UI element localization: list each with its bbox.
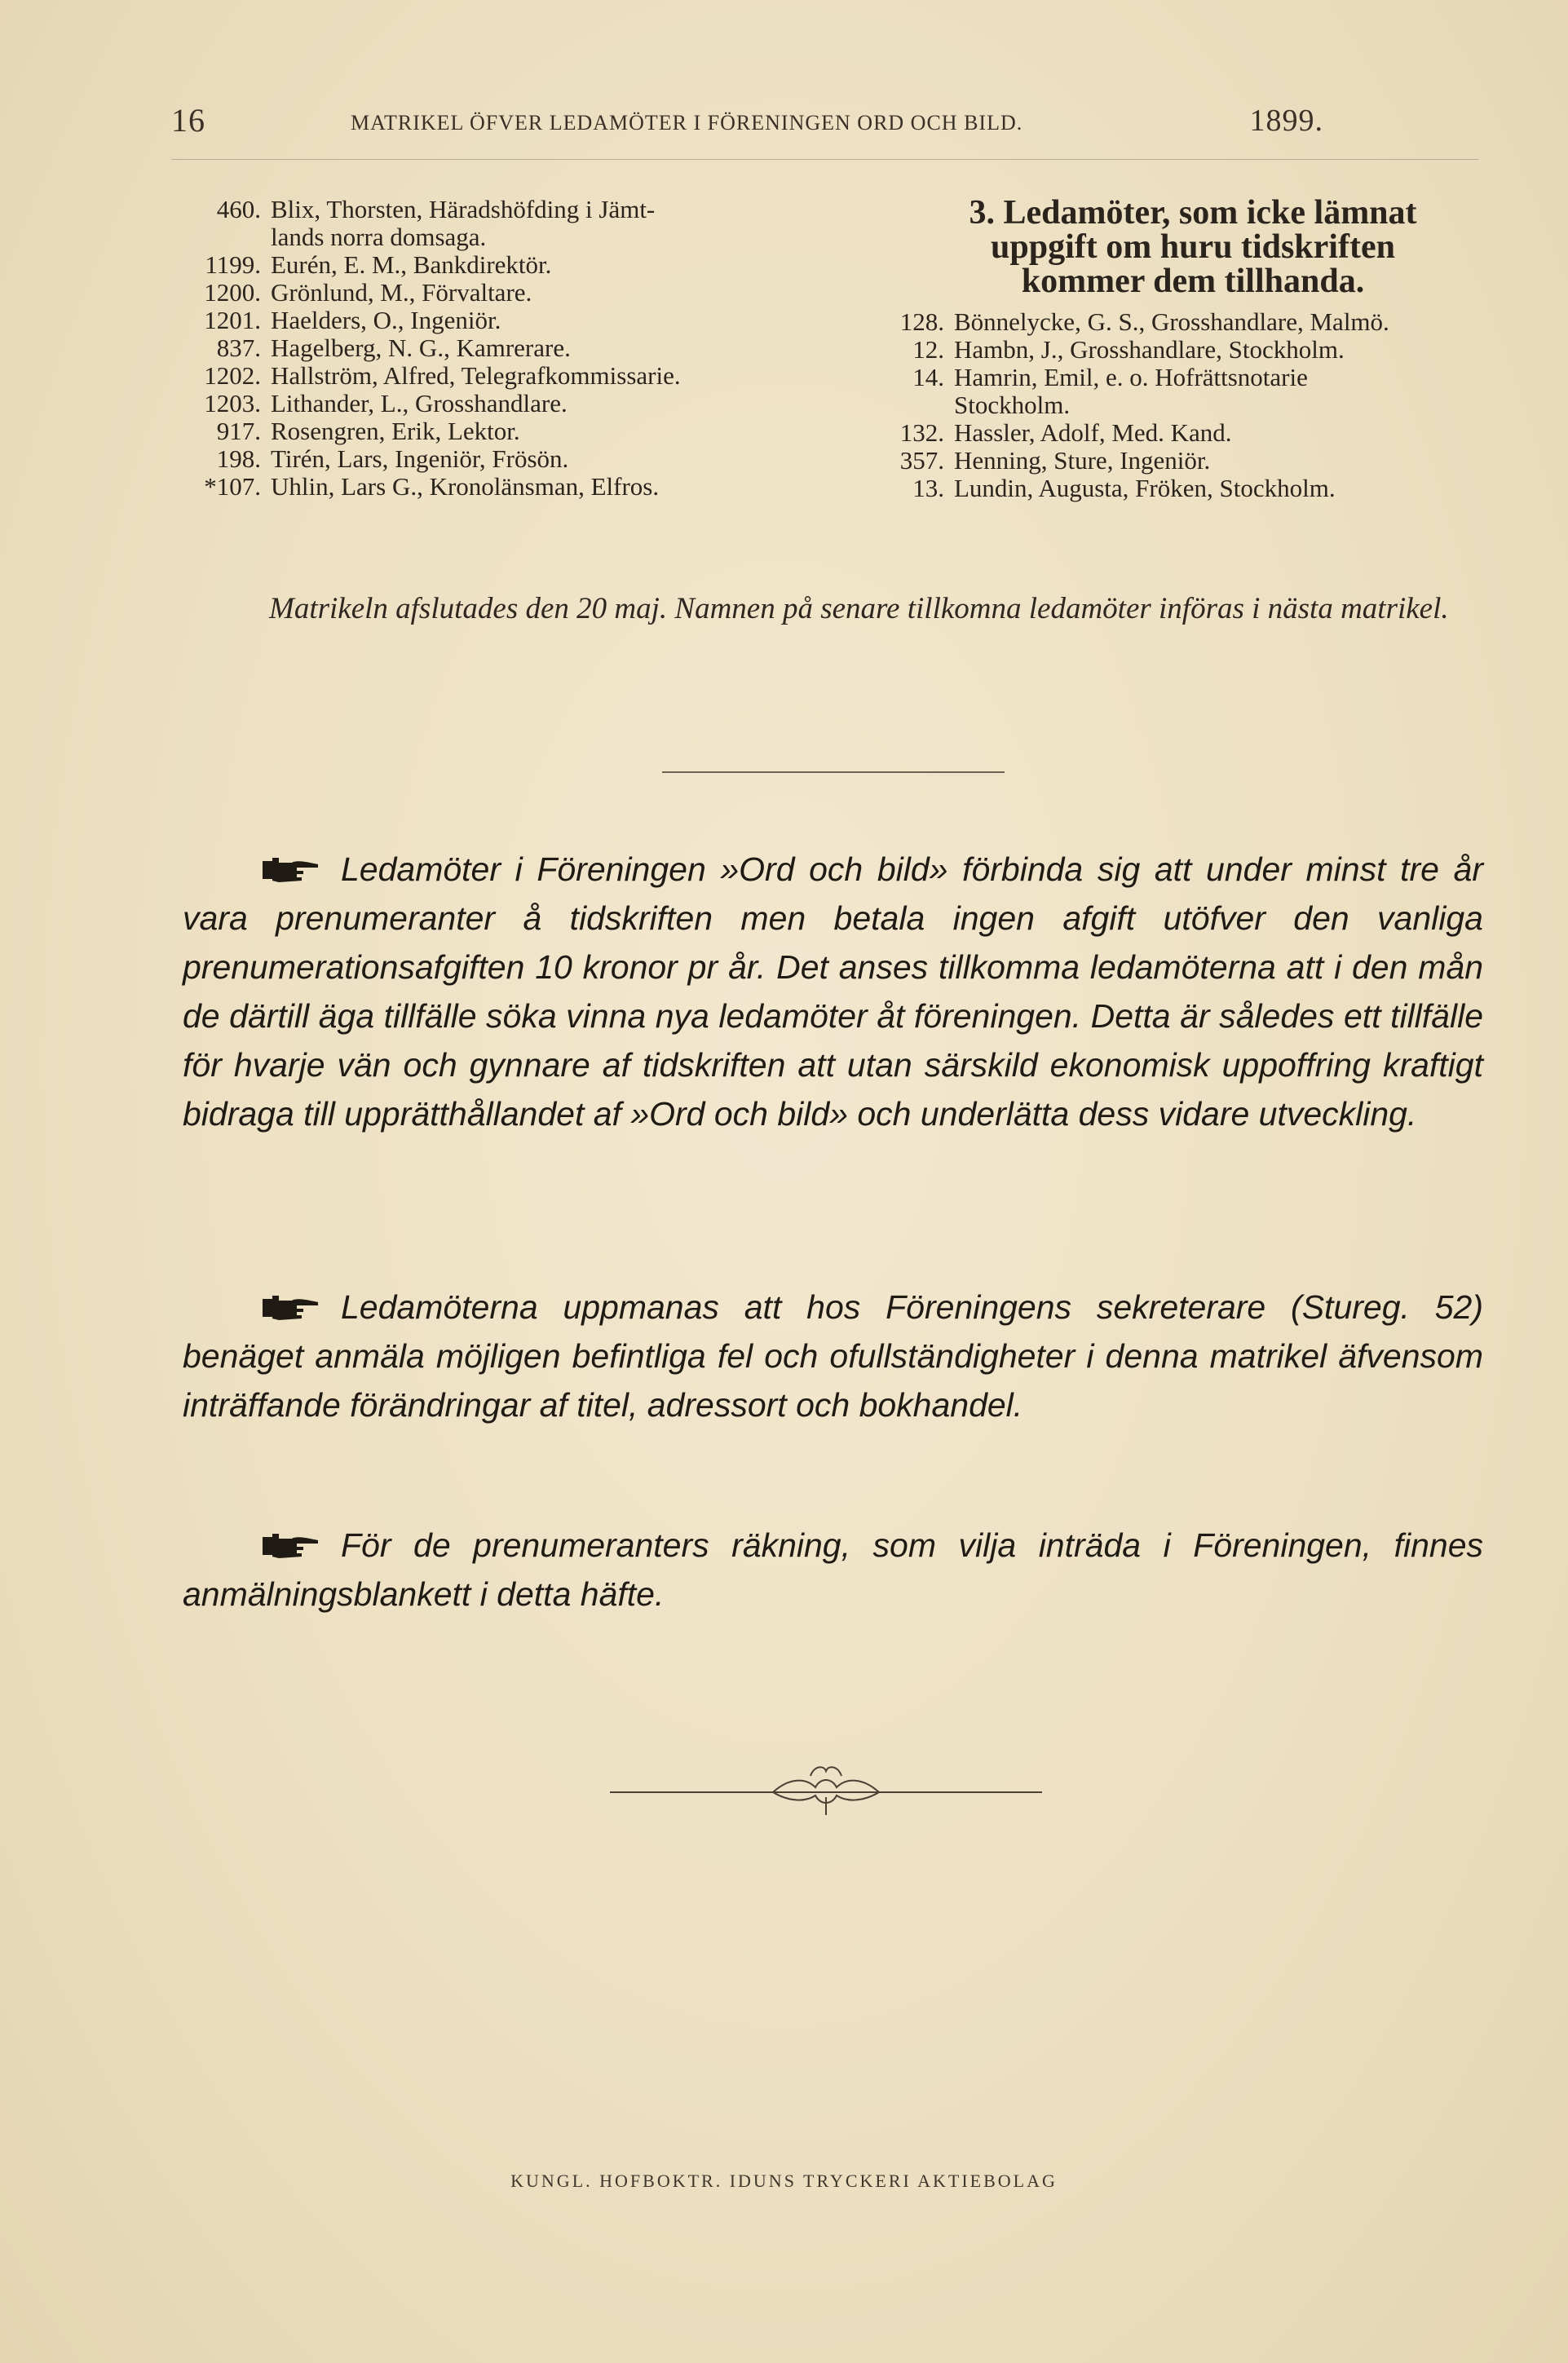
notice-paragraph: För de prenumeranters räkning, som vilja inträda i Föreningen, finnes anmälningsblankett i detta häfte. bbox=[183, 1526, 1483, 1613]
list-item: 1202. Hallström, Alfred, Telegrafkommissarie. bbox=[204, 361, 681, 390]
header-title: MATRIKEL ÖFVER LEDAMÖTER I FÖRENINGEN ORD OCH BILD. bbox=[351, 111, 1023, 135]
list-item: 12. Hambn, J., Grosshandlare, Stockholm. bbox=[912, 335, 1345, 364]
pointing-hand-icon bbox=[261, 1294, 320, 1322]
list-item-continuation: lands norra domsaga. bbox=[271, 223, 487, 251]
running-header bbox=[171, 102, 1323, 145]
list-item: 357. Henning, Sture, Ingeniör. bbox=[899, 446, 1211, 475]
list-item: 1203. Lithander, L., Grosshandlare. bbox=[204, 389, 568, 417]
list-item: 14. Hamrin, Emil, e. o. Hofrättsnotarie bbox=[912, 363, 1308, 391]
list-item: 1200. Grönlund, M., Förvaltare. bbox=[204, 278, 532, 307]
list-item: 1201. Haelders, O., Ingeniör. bbox=[204, 306, 501, 334]
pointing-hand-icon bbox=[261, 1532, 320, 1560]
ornament-divider bbox=[610, 1753, 1042, 1826]
notice-paragraph: Ledamöterna uppmanas att hos Föreningens sekreterare (Stureg. 52) benäget anmäla möjligen befintliga fel och ofullständigheter i denna matrikel äfvensom inträffande förändringar af titel, adressort och bokhandel. bbox=[183, 1288, 1483, 1424]
list-item-continuation: Stockholm. bbox=[954, 391, 1071, 419]
list-item: 198. Tirén, Lars, Ingeniör, Frösön. bbox=[216, 444, 569, 473]
list-item: 460. Blix, Thorsten, Häradshöfding i Jämt- bbox=[216, 195, 656, 223]
notice-paragraph: Ledamöter i Föreningen »Ord och bild» förbinda sig att under minst tre år vara prenumeranter å tidskriften men betala ingen afgift utöfver den vanliga prenumerationsafgiften 10 kronor pr år. Det anses tillkomma ledamöterna att i den mån de därtill äga tillfälle söka vinna nya ledamöter åt föreningen. Detta är således ett tillfälle för hvarje vän och gynnare af tidskriften att utan särskild ekonomisk uppoffring kraftigt bidraga till upprätthållandet af »Ord och bild» och underlätta dess vidare utveckling. bbox=[183, 850, 1483, 1133]
section-heading: 3. Ledamöter, som icke lämnat uppgift om huru tidskriften kommer dem tillhanda. bbox=[969, 194, 1417, 300]
list-item: 1199. Eurén, E. M., Bankdirektör. bbox=[205, 250, 552, 279]
pointing-hand-icon bbox=[261, 856, 320, 884]
printer-imprint: KUNGL. HOFBOKTR. IDUNS TRYCKERI AKTIEBOLAG bbox=[510, 2171, 1058, 2191]
page-number: 16 bbox=[171, 102, 205, 139]
list-item: 132. Hassler, Adolf, Med. Kand. bbox=[899, 418, 1232, 447]
member-list-left bbox=[196, 196, 848, 501]
header-rule bbox=[171, 159, 1478, 160]
list-item: 917. Rosengren, Erik, Lektor. bbox=[216, 417, 520, 445]
closing-note: Matrikeln afslutades den 20 maj. Namnen på senare tillkomna ledamöter införas i nästa matrikel. bbox=[269, 592, 1449, 625]
list-item: 13. Lundin, Augusta, Fröken, Stockholm. bbox=[912, 474, 1336, 502]
header-year: 1899. bbox=[1249, 104, 1323, 138]
divider-rule bbox=[662, 771, 1005, 773]
list-item: *107. Uhlin, Lars G., Kronolänsman, Elfros. bbox=[204, 472, 660, 501]
list-item: 128. Bönnelycke, G. S., Grosshandlare, Malmö. bbox=[899, 307, 1389, 336]
list-item: 837. Hagelberg, N. G., Kamrerare. bbox=[216, 333, 571, 362]
member-list-right bbox=[879, 196, 1507, 502]
